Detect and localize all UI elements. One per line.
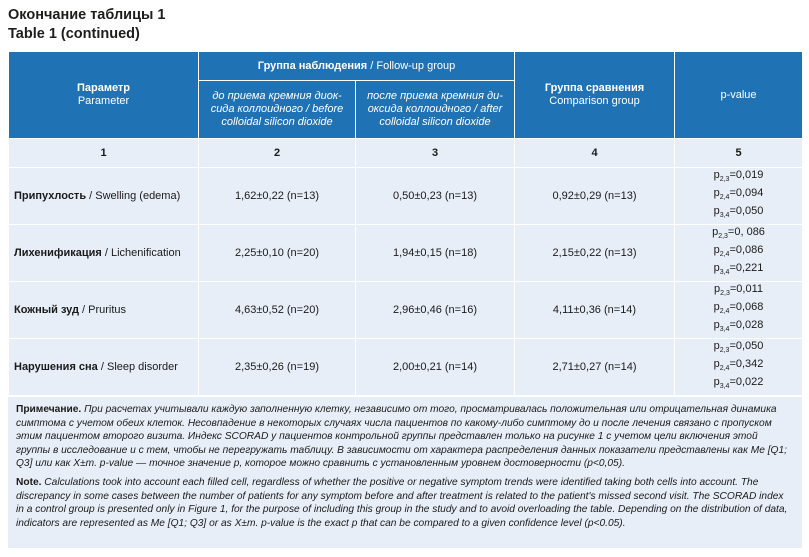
- parameter-en: / Lichenification: [101, 247, 181, 259]
- pvalue-subscript: 2,3: [720, 290, 730, 298]
- pvalue-line: [675, 205, 802, 223]
- header-followup-group: [199, 52, 515, 81]
- pvalue-subscript: 3,4: [719, 269, 730, 277]
- caption-ru: Окончание таблицы 1: [8, 7, 166, 23]
- pvalue-subscript: 2,4: [719, 251, 730, 259]
- comparison-value-cell: 4,11±0,36 (n=14): [515, 282, 675, 339]
- pvalue-line: [675, 187, 802, 205]
- before-value-cell: 2,25±0,10 (n=20): [199, 225, 356, 282]
- p-symbol: p: [713, 204, 720, 217]
- parameter-en: / Swelling (edema): [86, 190, 181, 202]
- pvalue-line: [675, 319, 802, 337]
- results-table: [8, 51, 803, 396]
- after-value-cell: 2,96±0,46 (n=16): [356, 282, 515, 339]
- header-comparison-en: Comparison group: [549, 95, 640, 107]
- column-number: 3: [356, 139, 515, 168]
- parameter-cell: [9, 225, 199, 282]
- after-value-cell: 0,50±0,23 (n=13): [356, 168, 515, 225]
- table-note: [8, 397, 802, 548]
- p-symbol: p: [714, 283, 721, 296]
- pvalue-subscript: 3,4: [719, 212, 730, 220]
- header-after: после приема кремния ди-оксида коллоидного / after colloidal silicon dioxide: [356, 81, 515, 139]
- header-parameter-ru: Параметр: [76, 82, 131, 94]
- p-symbol: p: [713, 301, 720, 314]
- parameter-en: / Sleep disorder: [97, 361, 178, 373]
- header-followup-en: / Follow-up group: [367, 59, 456, 72]
- pvalue-value: =0,028: [729, 318, 764, 331]
- after-value-cell: 2,00±0,21 (n=14): [356, 339, 515, 396]
- pvalue-line: [675, 340, 802, 358]
- parameter-ru: Нарушения сна: [14, 361, 98, 373]
- parameter-cell: [9, 168, 199, 225]
- p-symbol: p: [713, 261, 720, 274]
- pvalue-cell: [675, 282, 803, 339]
- pvalue-subscript: 2,4: [719, 194, 730, 202]
- header-before: до приема кремния диок-сида коллоидного / before colloidal silicon dioxide: [199, 81, 356, 139]
- table-row: [9, 339, 803, 396]
- parameter-ru: Лихенификация: [14, 247, 102, 259]
- comparison-value-cell: 0,92±0,29 (n=13): [515, 168, 675, 225]
- column-number: 4: [515, 139, 675, 168]
- pvalue-value: =0,086: [729, 244, 764, 257]
- pvalue-line: [675, 283, 802, 301]
- p-symbol: p: [713, 244, 720, 257]
- table-row: [9, 168, 803, 225]
- pvalue-line: [675, 262, 802, 280]
- table-row: [9, 225, 803, 282]
- column-number: 5: [675, 139, 803, 168]
- table-row: [9, 282, 803, 339]
- pvalue-line: [675, 376, 802, 394]
- pvalue-subscript: 3,4: [719, 383, 730, 391]
- pvalue-cell: [675, 339, 803, 396]
- caption-en: Table 1 (continued): [8, 26, 140, 42]
- pvalue-subscript: 2,4: [719, 308, 730, 316]
- before-value-cell: 2,35±0,26 (n=19): [199, 339, 356, 396]
- note-ru-text: При расчетах учитывали каждую заполненную клетку, независимо от того, просматривалась положительная или отрицательная динамика симптома с учетом обеих клеток. Несовпадение в некоторых случаях числа пациентов по какому-либо симптому до и после лечения связано с пропуском этим пациентом второго визита. Индекс SCORAD у пациентов контрольной группы представлен только на рисунке 1 с учетом цели включения этой группы в исследование и с тем, чтобы не перегружать таблицу. В зависимости от характера распределения данных показатели представлены как Me [Q1; Q3] или как X±m. p-value — точное значение p, которое можно сравнить с установленным уровнем достоверности (p<0,05).: [16, 404, 787, 470]
- after-value-cell: 1,94±0,15 (n=18): [356, 225, 515, 282]
- pvalue-line: [675, 244, 802, 262]
- pvalue-cell: [675, 225, 803, 282]
- parameter-ru: Кожный зуд: [14, 304, 79, 316]
- p-symbol: p: [713, 318, 720, 331]
- pvalue-value: =0,221: [729, 261, 764, 274]
- header-parameter: [9, 52, 199, 139]
- pvalue-subscript: 2,4: [719, 365, 730, 373]
- p-symbol: p: [713, 375, 720, 388]
- pvalue-line: [675, 226, 802, 244]
- pvalue-cell: [675, 168, 803, 225]
- p-symbol: p: [713, 187, 720, 200]
- column-number-row: [9, 139, 803, 168]
- header-pvalue: p-value: [675, 52, 803, 139]
- pvalue-value: =0,094: [729, 187, 764, 200]
- pvalue-value: =0, 086: [727, 226, 765, 239]
- before-value-cell: 4,63±0,52 (n=20): [199, 282, 356, 339]
- header-comparison-ru: Группа сравнения: [544, 82, 645, 94]
- pvalue-value: =0,342: [729, 358, 764, 371]
- pvalue-subscript: 2,3: [719, 347, 730, 355]
- pvalue-line: [675, 301, 802, 319]
- comparison-value-cell: 2,15±0,22 (n=13): [515, 225, 675, 282]
- parameter-en: / Pruritus: [78, 304, 127, 316]
- header-parameter-en: Parameter: [77, 95, 130, 107]
- pvalue-line: [675, 169, 802, 187]
- note-en-text: Calculations took into account each filled cell, regardless of whether the positive or negative symptom trends were identified taking both cells into account. The discrepancy in some cases between the number of patients for any symptom before and after treatment is related to the patient's missed second visit. The SCORAD index in a control group is presented only in Figure 1, for the purpose of including this group in the study and to avoid overloading the table. Depending on the distribution of data, indicators are represented as Me [Q1; Q3] or as X±m. p-value is the exact p that can be compared to a given confidence level (p<0.05).: [16, 476, 788, 529]
- pvalue-subscript: 2,3: [718, 233, 728, 241]
- header-followup-ru: Группа наблюдения: [257, 59, 368, 72]
- pvalue-value: =0,019: [729, 169, 764, 182]
- parameter-ru: Припухлость: [14, 190, 87, 202]
- p-symbol: p: [713, 358, 720, 371]
- pvalue-line: [675, 358, 802, 376]
- p-symbol: p: [713, 169, 720, 182]
- note-en-label: Note.: [16, 476, 42, 488]
- note-en: [16, 476, 794, 530]
- pvalue-value: =0,022: [729, 375, 764, 388]
- pvalue-value: =0,068: [729, 301, 764, 314]
- pvalue-value: =0,050: [729, 340, 764, 353]
- parameter-cell: [9, 339, 199, 396]
- p-symbol: p: [712, 226, 719, 239]
- note-ru: [16, 403, 794, 471]
- column-number: 2: [199, 139, 356, 168]
- column-number: 1: [9, 139, 199, 168]
- parameter-cell: [9, 282, 199, 339]
- pvalue-value: =0,011: [729, 283, 763, 296]
- note-ru-label: Примечание.: [16, 404, 82, 415]
- header-comparison-group: [515, 52, 675, 139]
- comparison-value-cell: 2,71±0,27 (n=14): [515, 339, 675, 396]
- table-caption: [8, 6, 165, 44]
- pvalue-subscript: 3,4: [719, 326, 730, 334]
- pvalue-value: =0,050: [729, 204, 764, 217]
- p-symbol: p: [713, 340, 720, 353]
- before-value-cell: 1,62±0,22 (n=13): [199, 168, 356, 225]
- pvalue-subscript: 2,3: [719, 176, 730, 184]
